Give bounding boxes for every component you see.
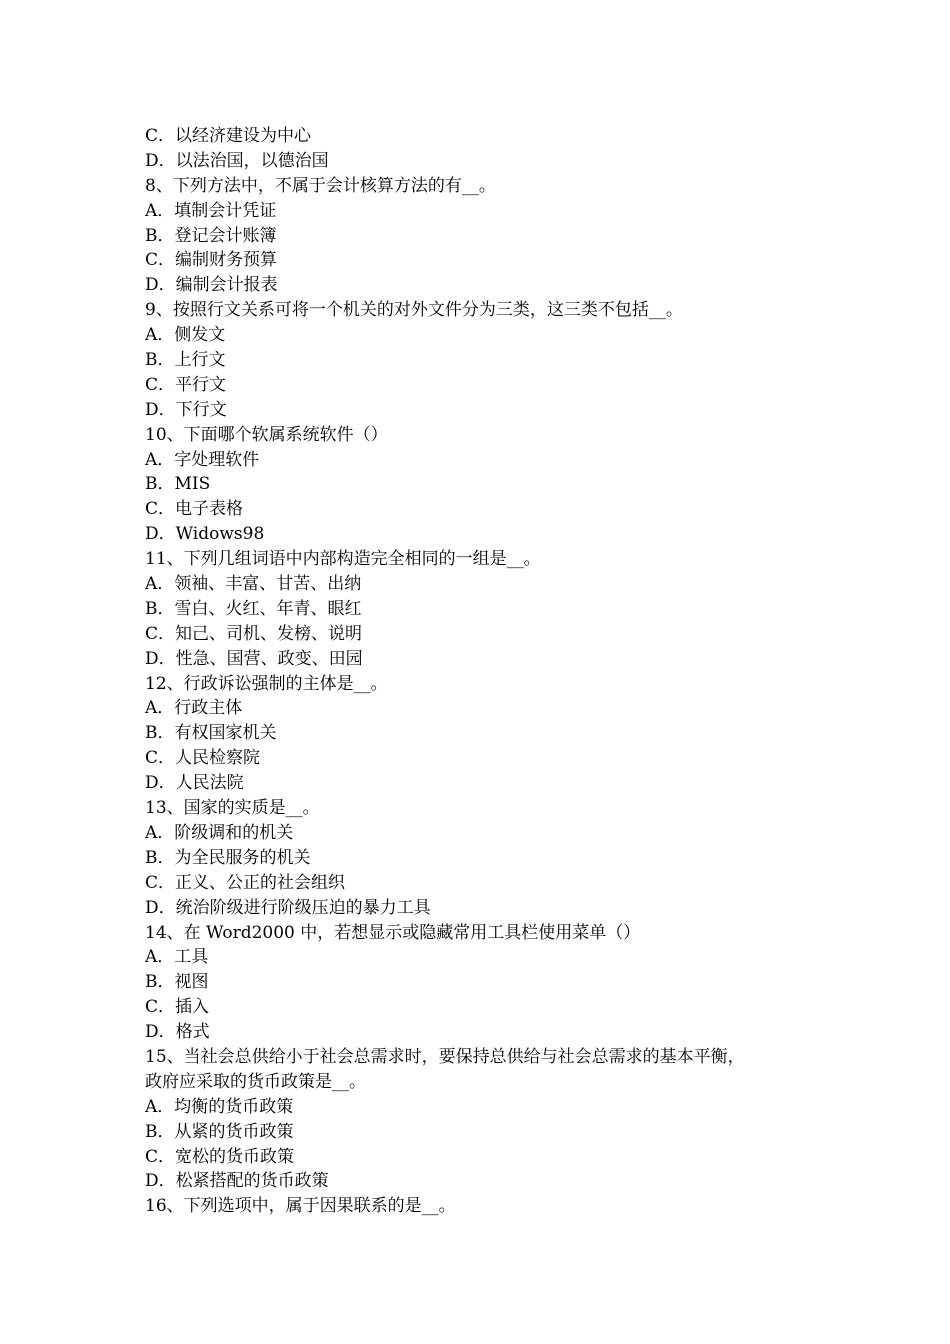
option-text: D．以法治国，以德治国	[145, 150, 329, 171]
option-text: A．工具	[145, 947, 209, 968]
option-text: C．电子表格	[145, 499, 244, 520]
option-text: D．Widows98	[145, 524, 265, 545]
option-text: C．插入	[145, 997, 210, 1018]
option-text: D．松紧搭配的货币政策	[145, 1171, 329, 1192]
option-text: D．人民法院	[145, 773, 244, 794]
question-text: 12、行政诉讼强制的主体是__。	[145, 673, 388, 694]
option-text: B．上行文	[145, 350, 226, 371]
option-text: C．宽松的货币政策	[145, 1146, 295, 1167]
option-text: C．知己、司机、发榜、说明	[145, 623, 363, 644]
document-body	[145, 124, 835, 1219]
question-text: 13、国家的实质是__。	[145, 798, 320, 819]
question-text: 10、下面哪个软属系统软件（）	[145, 424, 388, 445]
option-text: A．字处理软件	[145, 449, 260, 470]
option-text: B．登记会计账簿	[145, 225, 277, 246]
question-text: 15、当社会总供给小于社会总需求时，要保持总供给与社会总需求的基本平衡，	[145, 1046, 745, 1067]
option-text: C．平行文	[145, 374, 227, 395]
option-text: A．领袖、丰富、甘苦、出纳	[145, 574, 362, 595]
question-text: 14、在 Word2000 中，若想显示或隐藏常用工具栏使用菜单（）	[145, 922, 641, 943]
option-text: A．阶级调和的机关	[145, 822, 294, 843]
option-text: B．从紧的货币政策	[145, 1121, 294, 1142]
option-text: B．视图	[145, 972, 209, 993]
question-text: 9、按照行文关系可将一个机关的对外文件分为三类，这三类不包括__。	[145, 300, 683, 321]
option-text: D．下行文	[145, 399, 227, 420]
option-text: B．MIS	[145, 474, 211, 495]
option-text: C．正义、公正的社会组织	[145, 872, 346, 893]
option-text: C．人民检察院	[145, 748, 261, 769]
option-text: D．编制会计报表	[145, 275, 278, 296]
option-text: D．统治阶级进行阶级压迫的暴力工具	[145, 897, 431, 918]
option-text: D．格式	[145, 1022, 210, 1043]
option-text: C．编制财务预算	[145, 250, 278, 271]
option-text: B．为全民服务的机关	[145, 847, 311, 868]
option-text: A．侧发文	[145, 325, 226, 346]
question-text: 16、下列选项中，属于因果联系的是__。	[145, 1196, 456, 1217]
question-text-continued: 政府应采取的货币政策是__。	[145, 1071, 366, 1092]
option-text: A．均衡的货币政策	[145, 1096, 294, 1117]
question-text: 8、下列方法中，不属于会计核算方法的有__。	[145, 175, 496, 196]
option-text: B．雪白、火红、年青、眼红	[145, 598, 362, 619]
option-text: D．性急、国营、政变、田园	[145, 648, 363, 669]
option-text: B．有权国家机关	[145, 723, 277, 744]
option-text: A．行政主体	[145, 698, 243, 719]
question-text: 11、下列几组词语中内部构造完全相同的一组是__。	[145, 549, 541, 570]
option-text: C．以经济建设为中心	[145, 126, 312, 146]
option-text: A．填制会计凭证	[145, 200, 277, 221]
